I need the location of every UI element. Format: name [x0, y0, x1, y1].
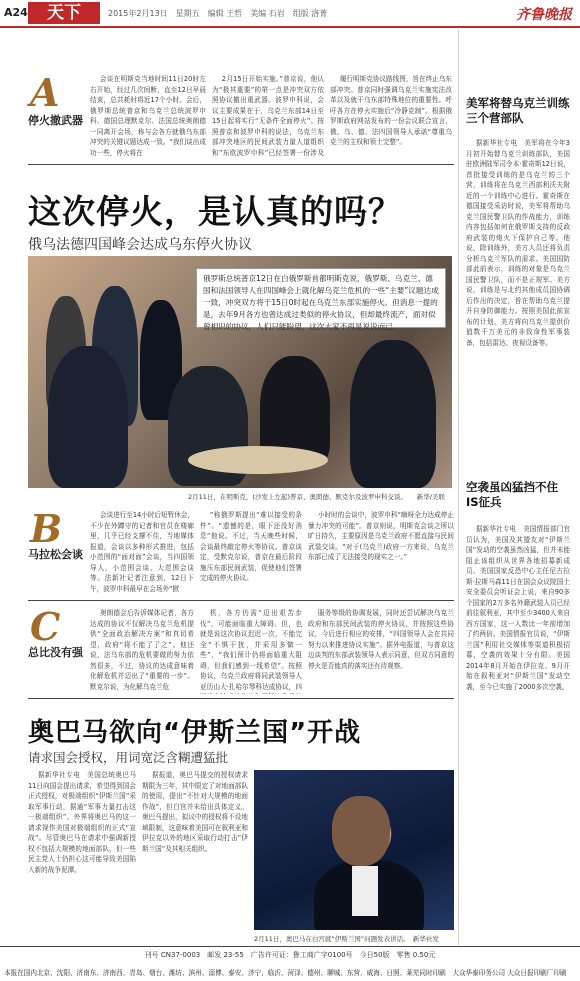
- obama-photo-caption: 2月11日，奥巴马在白宫就“伊斯兰国”问题发表讲话。 新华社发: [254, 935, 439, 943]
- footer-print-info: 本报在国内北京、沈阳、济南东、济南西、青岛、烟台、潍坊、滨州、淄博、泰安、济宁、临沂、菏泽、德州、聊城、东营、威海、日照、莱芜同时印刷 大众华泰印务公司 大众日报印刷厂印刷: [4, 969, 567, 977]
- subhead-c: 总比没有强: [28, 646, 83, 659]
- obama-col1: 据新华社专电 美国总统奥巴马11日向国会提出请求，希望得到国会正式授权，对极端组织“伊斯兰国”采取军事行动，据通“军事力量打击这一极端组织”。外界将奥巴马的这一请求视作美国对极端组织的正式“宣战”。尽管奥巴马在请求中强调新授权不包括大规模的地面部队，但一些民主党人士仍担心这可能导致美国陷入新的战争泥潭。: [28, 771, 136, 874]
- right-story1-title: 美军将替乌克兰训练三个营部队: [466, 96, 570, 125]
- column-divider: [458, 30, 460, 945]
- section-letter-c: C: [30, 604, 61, 649]
- main-headline: 这次停火，是认真的吗？: [28, 192, 402, 231]
- right-story2-title: 空袭虽凶猛挡不住IS征兵: [466, 480, 558, 509]
- main-deck: 俄乌法德四国峰会达成乌东停火协议: [28, 237, 252, 253]
- article-c-col2: 机，各方仍需“迈出艰苦步伐”，可能面临重大障碍。但，也就是说这次协议迟迟一次，不能完全“不惧干扰，并采用多做一些”，“我们预计仍将面临重大阻碍，但我们感到一线希望”。按照协议，乌克兰政府将同武装领导人亚历山大·扎哈尔琴科达成协议，四: [200, 609, 302, 691]
- footer-divider: [0, 946, 580, 947]
- obama-photo: [254, 770, 454, 930]
- article-c-col3: 服务等级的协调发展，同时还尝试解决乌克兰政府和东部民间武装的停火协议，并按照这些协议，今后进行相应的安排，“四国领导人会在共同努力以来推进协议实施”。据外电报道，与普京这边谈判的东部武装领导人表示同意，但双方同意的停火是否能真的落实还有待观察。: [308, 609, 454, 670]
- obama-headline: 奥巴马欲向“伊斯兰国”开战: [28, 718, 362, 748]
- section-title: 天下: [28, 2, 100, 24]
- article-a-col2: 2月15日开始实施。”普京说，他认为“极其重要”的第一点是冲突双方依照协议撤出重武器。波罗申科说，会议主要成果在于，乌克兰东部14日至15日起将实行“无条件全面停火”。按照普京和波罗申科的说法，乌克兰东部冲突地区的民间武装力量人道组织和”东欧波罗申科”已经签署一份涉及: [212, 75, 324, 157]
- subhead-a: 停火撤武器: [28, 114, 83, 127]
- right-story1-body: 据新华社专电 美军将在今年3月初开始替乌克兰训练部队，美国驻欧洲陆军司令本·霍奇斯12日说，首批接受训练的是乌克兰的三个营，训练将在乌克兰西部利沃夫附近的一个训练中心进行。霍奇斯在德国接受采访时说，美军将帮助乌克兰国民警卫队的作战能力，训练内容包括如何在俄罗斯支持的反政府武装的炮火下保护自己等。他说，除训练外，美方人员还将负责分析乌克兰军队的需求。美国国防部此前表示，训练的对象是乌克兰国民警卫队，而不是正规军。美方说，训练是与北约其他成员国协调后作出的决定，旨在帮助乌克兰提升自身防御能力。按照美国此前宣布的计划，美方将向乌克兰提供价值数千万美元的非致命性军事装备，包括雷达、夜视设备等。: [466, 139, 570, 347]
- header-meta: 2015年2月13日 星期五 编辑 王哲 美编 石岩 组版 洛菁: [108, 9, 328, 18]
- article-c-col1: 奥朗德会后告诉媒体记者，各方达成的协议不仅解决乌克兰危机提供“全面政治解决方案”和真切希望，政府“将不能了了之”。他还说，法乌东部的危机要做的努力依然很多，不过，协议的达成意味着化解危机并迈出了“重要的一步”。默克尔说，为化解乌克兰危: [90, 609, 194, 691]
- page-number: A24: [4, 6, 28, 19]
- article-b-col2: ”称俄罗斯提出“难以接受的条件”。“遗憾的是，眼下还没好消息”他说。不过，当天晚些时候，会谈最终敲定停火等协议。普京谈定，受默克尔说，普京在最后阶段施压东部民间武装，促使他们签署完成的停火协议。: [200, 511, 302, 582]
- article-a-col1: 会谈在明斯克当地时间11日20时左右开始，经过几次间断，直至12日早晨结束，总共耗时将近17个小时。会后，俄罗斯总统普京和乌克兰总统波罗申科、德国总理默克尔、法国总统奥朗德一同离开会场，称与会各方就俄乌东部冲突的关键议题达成一致。“我们谈出成功一些，停火将在: [90, 75, 206, 157]
- article-a-col3: 履行明斯克协议路线图，旨在终止乌东部冲突。普京同时强调乌克兰实施宪法改革以及就干乌东部特殊地位的重要性。呼吁各方在停火实施后“冷静克制”。根据俄罗斯政府网站发布的一份会议联合宣言，俄、乌、德、法四国领导人承诺“尊重乌克兰的主权和领土完整”。: [330, 75, 452, 146]
- article-b-col1: 会谈进行至14小时后短暂休会，不少在外蹲守的记者和官员在楼廊里，几乎已经支撑不住，当地媒体报道，会谈以多种形式推进，包括小范围的“面对面”会谈，当四国领导人，小范围会谈、大范围会谈等。法新社记者注意到，12日下午，波罗申科最早在会场外“掀: [90, 511, 194, 593]
- right-story2-body: 据新华社专电 美国情报部门官员认为，美国及其盟友对“伊斯兰国”发动的空袭虽然凶猛，但并未能阻止该组织从世界各地招募新成员。美国国家反恐中心主任尼古拉斯·拉斯马森11日在国会众议院国土安全委员会听证会上说，来自90多个国家的2万多名外籍武装人员已经前往叙利亚，其中至少3400人来自西方国家，这一人数比一年前增加了约两倍。美国情报官员说，“伊斯兰国”利用社交媒体等渠道积极招募，空袭的效果十分有限。美国2014年8月开始在伊拉克、9月开始在叙利亚对“伊斯兰国”发动空袭，至今已实施了2000多次空袭。: [466, 525, 570, 691]
- obama-deck: 请求国会授权，用词宽泛含糊遭猛批: [28, 750, 229, 765]
- divider: [28, 698, 454, 699]
- divider: [28, 164, 454, 165]
- section-letter-b: B: [30, 506, 63, 551]
- newspaper-logo: 齐鲁晚报: [516, 7, 572, 23]
- pull-quote: 俄罗斯总统普京12日在白俄罗斯首都明斯克说，俄罗斯、乌克兰、德国和法国领导人在四国峰会上就化解乌克兰危机的一些“主要”议题达成一致，冲突双方将于15日0时起在乌克兰东部实施停火。但消息一提的是，去年9月各方也曾达成过类似的停火协议，但却最终流产，面对似曾相识的协议，人们只能盼望，这次大家不再是说说而已。: [196, 268, 446, 328]
- photo-caption: 2月11日，在明斯克，(沙发上左起)普京、奥朗德、默克尔及波罗申科交谈。 新华/美联: [188, 493, 445, 501]
- section-letter-a: A: [30, 70, 60, 115]
- divider: [28, 600, 454, 601]
- obama-col2: 据报道，奥巴马提交的授权请求期限为三年，其中限定了对地面部队的使用，提出“不针对大规模的地面作战”，但白宫并未给出具体定义。奥巴马提出，拟议中的授权将不设地域限制，这意味着美国可在叙利亚和伊拉克以外的地区采取行动打击“伊斯兰国”及其相关组织。: [142, 771, 248, 853]
- footer-info: 刊号 CN37-0003 邮发 23-55 广告许可证：鲁工商广字0100号 今日50版 零售 0.50元: [144, 951, 436, 959]
- article-b-col3: 小时时的会谈中，波罗申科“嗨呀全力达成停止暴力冲突的可能”。普京则说，明斯克会谈之所以旷日持久，主要原因是乌克兰政府不愿直接与民间武装交谈。“对于(乌克兰)政府一方来说，乌克兰东部已成了无法接受的现实之一。”: [308, 511, 454, 561]
- subhead-b: 马拉松会谈: [28, 548, 83, 561]
